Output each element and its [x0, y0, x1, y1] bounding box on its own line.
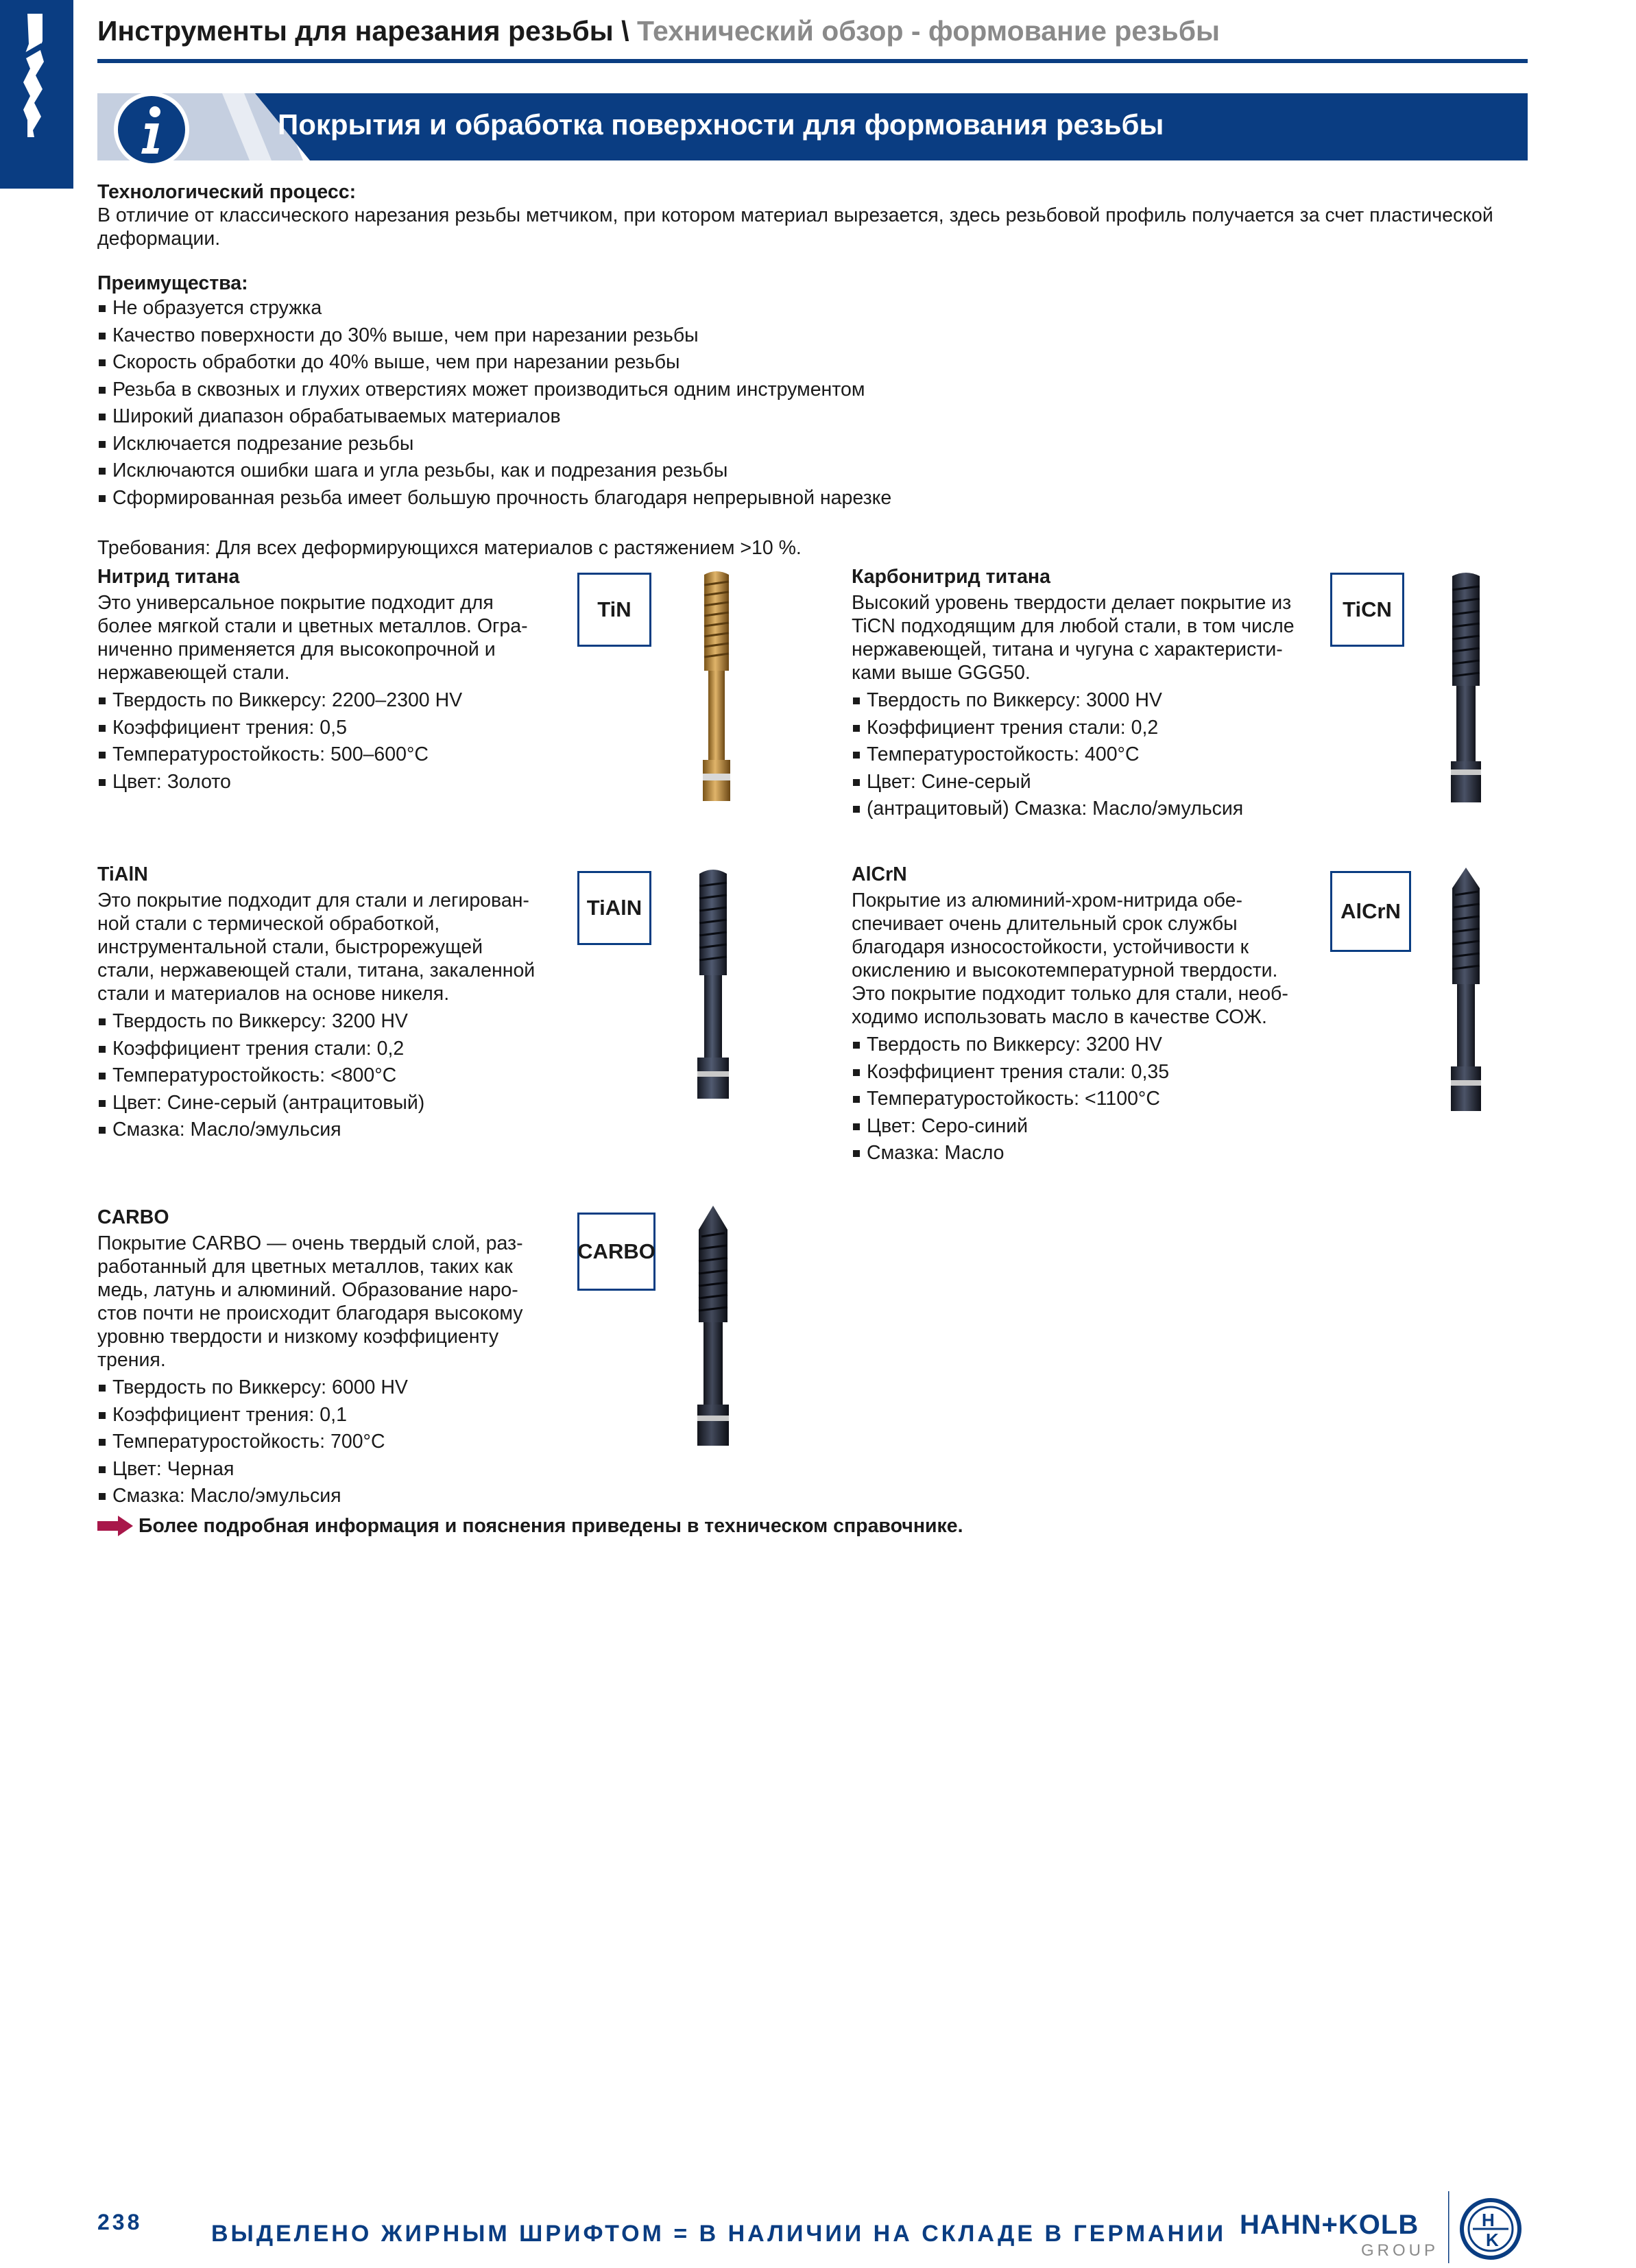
coating-tialn: [97, 863, 543, 1144]
desc-line: более мягкой стали и цветных металлов. Огра-: [97, 615, 528, 637]
coating-desc: [97, 1232, 543, 1372]
list-item: Качество поверхности до 30% выше, чем при нарезании резьбы: [97, 322, 891, 350]
requirements-text: Требования: Для всех деформирующихся материалов с растяжением >10 %.: [97, 537, 802, 559]
desc-line: TiCN подходящим для любой стали, в том числе: [852, 615, 1295, 637]
desc-line: нержавеющей стали.: [97, 662, 290, 684]
desc-line: нержавеющей, титана и чугуна с характеристи-: [852, 638, 1283, 660]
desc-line: Это покрытие подходит для стали и легирован-: [97, 890, 529, 911]
list-item: Коэффициент трения стали: 0,35: [852, 1059, 1332, 1086]
list-item: Цвет: Серо-синий: [852, 1113, 1332, 1141]
desc-line: ками выше GGG50.: [852, 662, 1031, 684]
svg-text:K: K: [1486, 2230, 1499, 2250]
advantages-list: [97, 295, 891, 512]
desc-line: Высокий уровень твердости делает покрытие из: [852, 592, 1292, 614]
list-item: Резьба в сквозных и глухих отверстиях может производиться одним инструментом: [97, 377, 891, 404]
list-item: Температуростойкость: <800°C: [97, 1062, 543, 1090]
desc-line: Покрытие из алюминий-хром-нитрида обе-: [852, 890, 1243, 911]
list-item: Температуростойкость: 500–600°C: [97, 741, 543, 769]
list-item: Смазка: Масло/эмульсия: [97, 1483, 543, 1510]
banner-title: Покрытия и обработка поверхности для формования резьбы: [278, 108, 1164, 141]
coating-desc: [97, 889, 543, 1005]
coating-badge-alcrn: AlCrN: [1330, 871, 1411, 952]
process-text-line-2: деформации.: [97, 228, 221, 250]
desc-line: Покрытие CARBO — очень твердый слой, раз-: [97, 1232, 523, 1254]
header-title: Инструменты для нарезания резьбы: [97, 15, 614, 47]
desc-line: окислению и высокотемпературной твердости.: [852, 959, 1278, 981]
list-item: Сформированная резьба имеет большую прочность благодаря непрерывной нарезке: [97, 485, 891, 512]
coating-desc: [852, 591, 1297, 684]
tool-image-carbo: [682, 1206, 744, 1453]
reference-note: [97, 1514, 963, 1538]
coating-props: [97, 1008, 543, 1144]
coating-title: Нитрид титана: [97, 566, 240, 588]
list-item: Твердость по Виккерсу: 2200–2300 HV: [97, 687, 543, 715]
tool-image-ticn: [1439, 569, 1493, 809]
tool-image-tin: [689, 568, 744, 811]
page-number: 238: [97, 2210, 143, 2234]
header-rule: [97, 59, 1528, 63]
list-item: Твердость по Виккерсу: 6000 HV: [97, 1374, 543, 1402]
desc-line: благодаря износостойкости, устойчивости к: [852, 936, 1249, 958]
process-text-line-1: В отличие от классического нарезания резьбы метчиком, при котором материал вырезается, здесь резьбовой профиль получается за счет пластической: [97, 204, 1493, 226]
list-item: Широкий диапазон обрабатываемых материалов: [97, 403, 891, 431]
header-subtitle: Технический обзор - формование резьбы: [636, 15, 1220, 47]
list-item: Цвет: Черная: [97, 1456, 543, 1483]
tool-image-alcrn: [1439, 868, 1493, 1118]
tool-image-tialn: [682, 866, 744, 1106]
coating-props: [97, 687, 543, 796]
note-text: Более подробная информация и пояснения приведены в техническом справочнике.: [139, 1515, 963, 1537]
coating-badge-tialn: TiAlN: [577, 871, 651, 945]
intro-section: [97, 180, 1530, 250]
advantages-heading: Преимущества:: [97, 272, 248, 294]
desc-line: Это универсальное покрытие подходит для: [97, 592, 494, 614]
arrow-right-icon: [97, 1516, 133, 1536]
coating-title: AlCrN: [852, 863, 907, 885]
desc-line: спечивает очень длительный срок службы: [852, 913, 1238, 935]
list-item: Смазка: Масло/эмульсия: [97, 1117, 543, 1144]
coating-props: [852, 687, 1297, 823]
desc-line: стали, нержавеющей стали, титана, закаленной: [97, 959, 536, 981]
info-icon: [111, 89, 192, 170]
list-item: Скорость обработки до 40% выше, чем при нарезании резьбы: [97, 349, 891, 377]
desc-line: медь, латунь и алюминий. Образование наро-: [97, 1279, 518, 1301]
list-item: Температуростойкость: <1100°C: [852, 1086, 1332, 1113]
list-item: Температуростойкость: 700°C: [97, 1429, 543, 1456]
desc-line: стали и материалов на основе никеля.: [97, 983, 450, 1005]
coating-props: [97, 1374, 543, 1510]
header-separator: \: [621, 15, 629, 47]
svg-text:H: H: [1482, 2210, 1495, 2230]
brand-logo-sub: GROUP: [1361, 2241, 1439, 2260]
stock-legend: ВЫДЕЛЕНО ЖИРНЫМ ШРИФТОМ = В НАЛИЧИИ НА СКЛАДЕ В ГЕРМАНИИ: [211, 2221, 1227, 2247]
desc-line: ниченно применяется для высокопрочной и: [97, 638, 496, 660]
desc-line: стов почти не происходит благодаря высокому: [97, 1302, 523, 1324]
desc-line: трения.: [97, 1349, 166, 1371]
coating-badge-carbo: CARBO: [577, 1213, 655, 1291]
list-item: Температуростойкость: 400°C: [852, 741, 1297, 769]
drill-icon: [0, 0, 73, 189]
list-item: Цвет: Сине-серый (антрацитовый): [97, 1090, 543, 1117]
list-item: Исключаются ошибки шага и угла резьбы, как и подрезания резьбы: [97, 457, 891, 485]
desc-line: уровню твердости и низкому коэффициенту: [97, 1326, 499, 1348]
list-item: Коэффициент трения: 0,1: [97, 1402, 543, 1429]
list-item: Цвет: Золото: [97, 769, 543, 796]
desc-line: ходимо использовать масло в качестве СОЖ.: [852, 1006, 1267, 1028]
desc-line: Это покрытие подходит только для стали, необ-: [852, 983, 1288, 1005]
coating-ticn: [852, 565, 1297, 823]
list-item: Твердость по Виккерсу: 3000 HV: [852, 687, 1297, 715]
coating-title: Карбонитрид титана: [852, 566, 1050, 588]
process-heading: Технологический процесс:: [97, 181, 357, 203]
coating-alcrn: [852, 863, 1332, 1167]
list-item: Коэффициент трения стали: 0,2: [97, 1036, 543, 1063]
coating-tin: [97, 565, 543, 796]
list-item: Исключается подрезание резьбы: [97, 431, 891, 458]
coating-badge-ticn: TiCN: [1330, 573, 1404, 647]
desc-line: инструментальной стали, быстрорежущей: [97, 936, 483, 958]
list-item: Твердость по Виккерсу: 3200 HV: [852, 1031, 1332, 1059]
coating-props: [852, 1031, 1332, 1167]
list-item: Коэффициент трения: 0,5: [97, 715, 543, 742]
coating-title: CARBO: [97, 1206, 169, 1228]
brand-logo-text: HAHN+KOLB: [1240, 2210, 1419, 2240]
hk-logo-icon: [1448, 2188, 1524, 2263]
page-header: [97, 15, 1524, 47]
coating-carbo: [97, 1206, 543, 1510]
coating-desc: [97, 591, 543, 684]
list-item: Твердость по Виккерсу: 3200 HV: [97, 1008, 543, 1036]
list-item: Не образуется стружка: [97, 295, 891, 322]
coating-title: TiAlN: [97, 863, 148, 885]
list-item: Коэффициент трения стали: 0,2: [852, 715, 1297, 742]
list-item: (антрацитовый) Смазка: Масло/эмульсия: [852, 796, 1297, 823]
coating-badge-tin: TiN: [577, 573, 651, 647]
coating-desc: [852, 889, 1332, 1029]
list-item: Смазка: Масло: [852, 1140, 1332, 1167]
section-tab: [0, 0, 73, 189]
list-item: Цвет: Сине-серый: [852, 769, 1297, 796]
desc-line: ной стали с термической обработкой,: [97, 913, 440, 935]
desc-line: работанный для цветных металлов, таких как: [97, 1256, 513, 1278]
